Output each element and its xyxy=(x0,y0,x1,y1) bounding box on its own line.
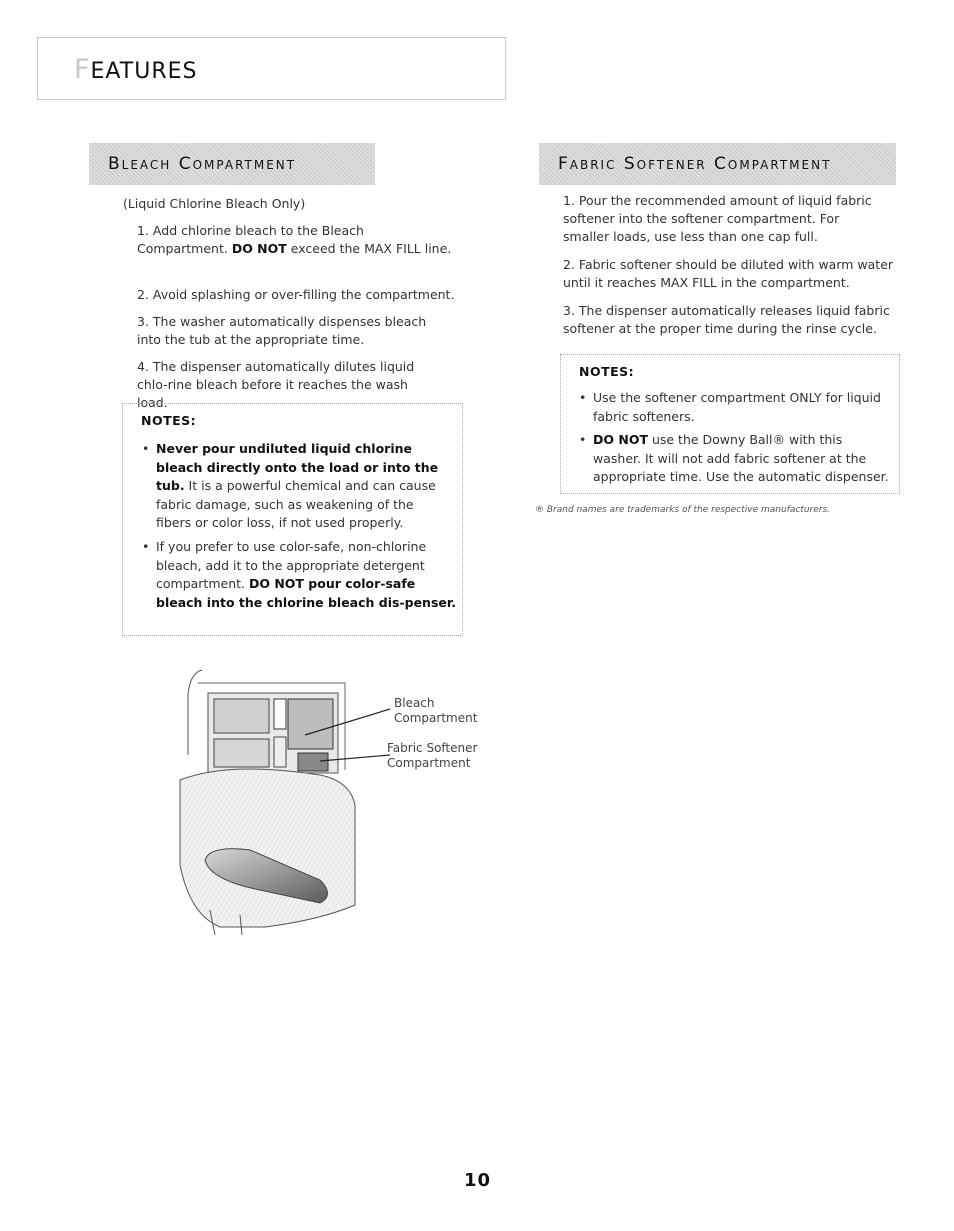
item-text: The dispenser automatically releases liquid fabric softener at the proper time during the rinse cycle. xyxy=(563,303,890,336)
bullet-dot: • xyxy=(142,539,150,554)
item-text: Add chlorine bleach to the Bleach Compartment. xyxy=(137,223,364,256)
note-bold: Never pour undiluted liquid chlorine bleach directly onto the load or into the tub. xyxy=(156,441,439,493)
softener-compartment-heading xyxy=(539,143,896,185)
notes-heading: NOTES: xyxy=(579,364,635,379)
bleach-notes-box xyxy=(122,403,463,636)
bleach-item-1 xyxy=(137,222,452,258)
item-text: Pour the recommended amount of liquid fabric softener into the softener compartment. For smaller loads, use less than one cap full. xyxy=(563,193,872,244)
item-number: 2. xyxy=(137,287,149,302)
title-initial: F xyxy=(74,54,91,85)
label-line: Bleach xyxy=(394,696,435,710)
note-text: Use the softener compartment ONLY for liquid fabric softeners. xyxy=(593,390,881,424)
page-title xyxy=(74,54,197,85)
note-text: It is a powerful chemical and can cause fabric damage, such as weakening of the fibers or color loss, if not used properly. xyxy=(156,478,436,530)
softener-note-2 xyxy=(579,431,893,487)
item-text: The dispenser automatically dilutes liquid chlo-rine bleach before it reaches the wash load. xyxy=(137,359,415,410)
bleach-compartment-heading xyxy=(89,143,375,185)
item-text: Avoid splashing or over-filling the compartment. xyxy=(152,287,455,302)
bullet-dot: • xyxy=(579,432,587,447)
item-bold: DO NOT xyxy=(231,241,287,256)
bleach-note-2 xyxy=(142,538,457,612)
bullet-dot: • xyxy=(579,390,587,405)
trademark-footnote: ® Brand names are trademarks of the respective manufacturers. xyxy=(535,505,831,515)
item-number: 3. xyxy=(137,314,149,329)
label-line: Fabric Softener xyxy=(387,741,478,755)
label-line: Compartment xyxy=(387,756,471,770)
bleach-heading-text: Bleach Compartment xyxy=(108,154,297,174)
softener-compartment-label xyxy=(387,741,477,771)
item-number: 3. xyxy=(563,303,575,318)
item-number: 4. xyxy=(137,359,149,374)
title-rest: EATURES xyxy=(90,59,198,84)
notes-heading: NOTES: xyxy=(141,413,197,428)
softener-heading-text: Fabric Softener Compartment xyxy=(558,154,832,174)
bullet-dot: • xyxy=(142,441,150,456)
bleach-item-2 xyxy=(137,286,457,304)
item-number: 2. xyxy=(563,257,575,272)
label-line: Compartment xyxy=(394,711,478,725)
note-bold: DO NOT pour color-safe bleach into the chlorine bleach dis-penser. xyxy=(156,576,457,610)
note-bold: DO NOT xyxy=(593,432,648,447)
bleach-compartment-label xyxy=(394,696,477,726)
item-text: Fabric softener should be diluted with warm water until it reaches MAX FILL in the compartment. xyxy=(563,257,894,290)
item-text: exceed the MAX FILL line. xyxy=(286,241,452,256)
page-number: 10 xyxy=(464,1170,492,1191)
softener-notes-box xyxy=(560,354,900,494)
softener-item-3 xyxy=(563,302,898,338)
softener-item-1 xyxy=(563,192,883,246)
softener-item-2 xyxy=(563,256,898,292)
softener-note-1 xyxy=(579,389,888,426)
item-number: 1. xyxy=(563,193,575,208)
bleach-subtitle: (Liquid Chlorine Bleach Only) xyxy=(123,196,306,211)
item-text: The washer automatically dispenses bleach into the tub at the appropriate time. xyxy=(137,314,427,347)
dispenser-illustration xyxy=(170,665,390,935)
note-text: If you prefer to use color-safe, non-chlorine bleach, add it to the appropriate detergent compartment. xyxy=(156,539,427,591)
bleach-item-3 xyxy=(137,313,452,349)
title-box xyxy=(37,37,506,100)
bleach-note-1 xyxy=(142,440,451,533)
item-number: 1. xyxy=(137,223,149,238)
note-text: use the Downy Ball® with this washer. It will not add fabric softener at the appropriate time. Use the automatic dispenser. xyxy=(593,432,889,484)
